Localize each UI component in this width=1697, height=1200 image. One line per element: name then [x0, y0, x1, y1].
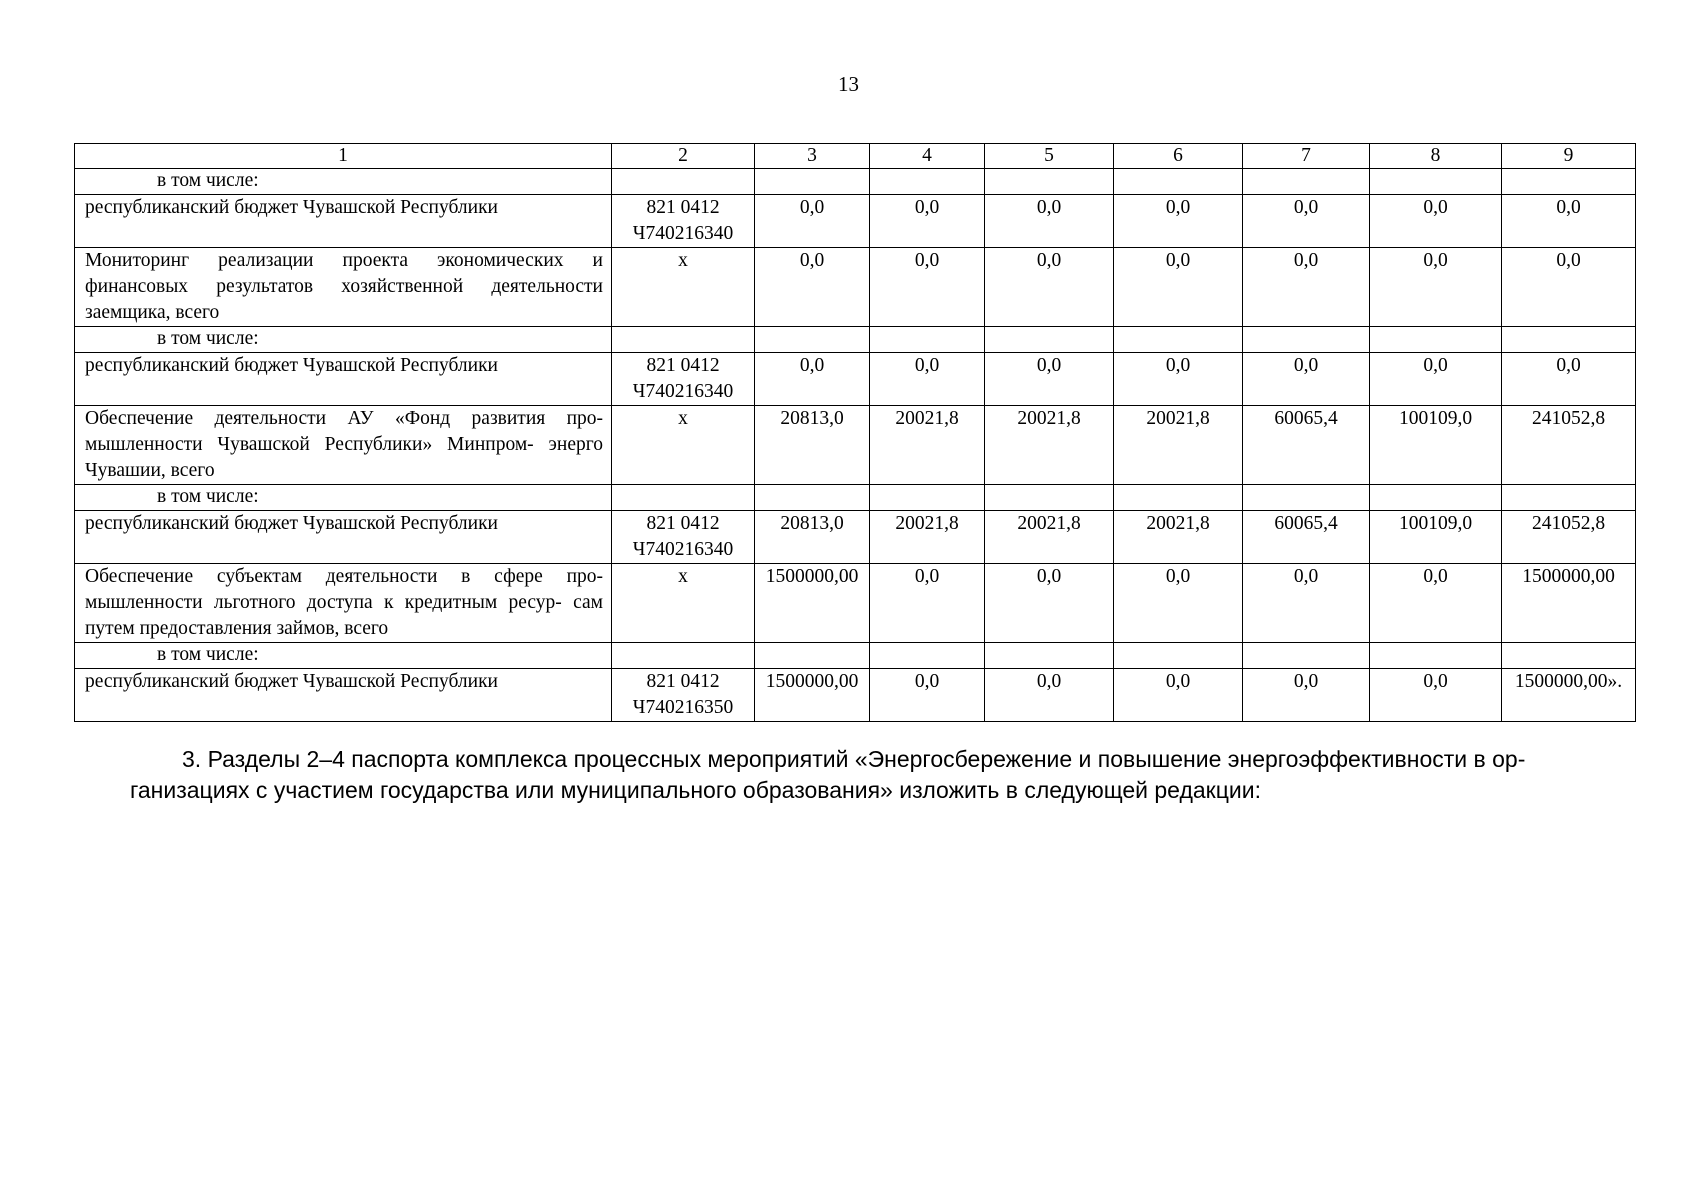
value-cell: 0,0: [870, 564, 985, 643]
subheading-cell: в том числе:: [75, 327, 612, 353]
table-row: [75, 248, 1636, 327]
column-header: 7: [1243, 144, 1370, 169]
value-cell: 0,0: [985, 195, 1114, 248]
value-cell: 0,0: [1243, 564, 1370, 643]
column-header: 9: [1502, 144, 1636, 169]
value-cell: [870, 643, 985, 669]
value-cell: [985, 643, 1114, 669]
measure-name-cell: [75, 248, 612, 327]
value-cell: [1243, 169, 1370, 195]
value-cell: [1114, 643, 1243, 669]
column-header: 8: [1370, 144, 1502, 169]
value-cell: 0,0: [1243, 248, 1370, 327]
value-cell: 20813,0: [755, 406, 870, 485]
value-cell: 0,0: [985, 564, 1114, 643]
value-cell: 1500000,00: [1502, 564, 1636, 643]
value-cell: 20021,8: [870, 406, 985, 485]
value-cell: [985, 327, 1114, 353]
code-cell: [612, 327, 755, 353]
measure-name-cell: [75, 406, 612, 485]
code-line: Ч740216340: [632, 381, 734, 402]
value-cell: 0,0: [985, 248, 1114, 327]
value-cell: [1370, 643, 1502, 669]
budget-name-cell: республиканский бюджет Чувашской Республики: [75, 195, 612, 248]
value-cell: [985, 485, 1114, 511]
value-cell: 0,0: [1114, 195, 1243, 248]
value-cell: [1370, 327, 1502, 353]
value-cell: [1502, 327, 1636, 353]
value-cell: [1243, 327, 1370, 353]
subheading-cell: в том числе:: [75, 169, 612, 195]
subheading-cell: в том числе:: [75, 643, 612, 669]
column-header: 6: [1114, 144, 1243, 169]
value-cell: 0,0: [985, 353, 1114, 406]
measure-name-line: мышленности Чувашской Республики» Минпром-: [85, 434, 534, 455]
value-cell: [1502, 169, 1636, 195]
value-cell: 20021,8: [1114, 406, 1243, 485]
value-cell: 0,0: [1370, 564, 1502, 643]
value-cell: 0,0: [1502, 195, 1636, 248]
table-row: [75, 327, 1636, 353]
value-cell: 100109,0: [1370, 511, 1502, 564]
value-cell: 0,0: [1502, 248, 1636, 327]
measure-name-line: Обеспечение деятельности АУ «Фонд развития про-: [85, 408, 603, 429]
value-cell: [755, 485, 870, 511]
value-cell: 0,0: [1114, 669, 1243, 722]
code-line: Ч740216340: [632, 539, 734, 560]
code-line: Ч740216340: [632, 223, 734, 244]
column-header: 2: [612, 144, 755, 169]
value-cell: [1114, 485, 1243, 511]
budget-name-cell: республиканский бюджет Чувашской Республики: [75, 669, 612, 722]
value-cell: 0,0: [870, 669, 985, 722]
table-row: [75, 406, 1636, 485]
value-cell: 0,0: [1502, 353, 1636, 406]
value-cell: [870, 327, 985, 353]
value-cell: 20021,8: [985, 406, 1114, 485]
value-cell: 0,0: [1243, 353, 1370, 406]
value-cell: 0,0: [1370, 195, 1502, 248]
column-header: 5: [985, 144, 1114, 169]
code-line: 821 0412: [646, 355, 720, 376]
table-row: [75, 353, 1636, 406]
value-cell: 0,0: [870, 195, 985, 248]
value-cell: 100109,0: [1370, 406, 1502, 485]
measure-name-line: Мониторинг реализации проекта экономических и: [85, 250, 603, 271]
table-row: [75, 643, 1636, 669]
value-cell: 60065,4: [1243, 406, 1370, 485]
code-line: x: [678, 408, 688, 429]
value-cell: 1500000,00: [755, 564, 870, 643]
page-number: 13: [838, 72, 859, 96]
table-body: [75, 144, 1636, 722]
budget-name-cell: республиканский бюджет Чувашской Республики: [75, 511, 612, 564]
value-cell: 20021,8: [870, 511, 985, 564]
table-row: [75, 511, 1636, 564]
code-cell: [612, 669, 755, 722]
value-cell: 0,0: [1370, 248, 1502, 327]
code-line: x: [678, 250, 688, 271]
value-cell: 241052,8: [1502, 511, 1636, 564]
value-cell: 0,0: [870, 248, 985, 327]
value-cell: 0,0: [1370, 669, 1502, 722]
value-cell: 0,0: [1114, 248, 1243, 327]
value-cell: [1370, 485, 1502, 511]
value-cell: 0,0: [1114, 353, 1243, 406]
code-cell: [612, 353, 755, 406]
subheading-cell: в том числе:: [75, 485, 612, 511]
code-cell: [612, 195, 755, 248]
column-header-row: [75, 144, 1636, 169]
value-cell: [755, 327, 870, 353]
value-cell: 0,0: [755, 195, 870, 248]
code-cell: [612, 169, 755, 195]
code-line: 821 0412: [646, 671, 720, 692]
measure-name-line: финансовых результатов хозяйственной деятельности: [85, 276, 603, 297]
value-cell: 1500000,00».: [1502, 669, 1636, 722]
table-row: [75, 564, 1636, 643]
value-cell: [755, 169, 870, 195]
paragraph-line: 3. Разделы 2–4 паспорта комплекса процессных мероприятий «Энергосбережение и повышение энергоэффективности в ор-: [182, 746, 1526, 772]
value-cell: 20021,8: [1114, 511, 1243, 564]
value-cell: [1114, 327, 1243, 353]
code-cell: [612, 406, 755, 485]
value-cell: [985, 169, 1114, 195]
table-row: [75, 485, 1636, 511]
value-cell: 1500000,00: [755, 669, 870, 722]
value-cell: 20021,8: [985, 511, 1114, 564]
value-cell: [1114, 169, 1243, 195]
value-cell: [1502, 485, 1636, 511]
value-cell: 60065,4: [1243, 511, 1370, 564]
measure-name-line: Обеспечение субъектам деятельности в сфере про-: [85, 566, 603, 587]
code-cell: [612, 485, 755, 511]
paragraph-line: ганизациях с участием государства или муниципального образования» изложить в следующей редакции:: [130, 777, 1261, 803]
value-cell: [1502, 643, 1636, 669]
code-cell: [612, 511, 755, 564]
budget-table: [74, 143, 1636, 722]
value-cell: 20813,0: [755, 511, 870, 564]
code-line: 821 0412: [646, 513, 720, 534]
value-cell: [755, 643, 870, 669]
table-row: [75, 195, 1636, 248]
code-line: Ч740216350: [632, 697, 734, 718]
table-row: [75, 169, 1636, 195]
code-line: 821 0412: [646, 197, 720, 218]
instruction-paragraph: [130, 744, 1580, 806]
value-cell: 0,0: [870, 353, 985, 406]
value-cell: 0,0: [755, 248, 870, 327]
column-header: 4: [870, 144, 985, 169]
column-header: 3: [755, 144, 870, 169]
code-cell: [612, 643, 755, 669]
table-row: [75, 669, 1636, 722]
value-cell: 241052,8: [1502, 406, 1636, 485]
value-cell: [870, 169, 985, 195]
code-line: x: [678, 566, 688, 587]
value-cell: 0,0: [1370, 353, 1502, 406]
value-cell: [1243, 643, 1370, 669]
value-cell: 0,0: [1243, 195, 1370, 248]
measure-name-line: заемщика, всего: [85, 302, 220, 323]
value-cell: [870, 485, 985, 511]
column-header: 1: [75, 144, 612, 169]
value-cell: 0,0: [1243, 669, 1370, 722]
measure-name-line: энерго Чувашии, всего: [85, 434, 603, 481]
measure-name-line: сам путем предоставления займов, всего: [85, 592, 604, 639]
value-cell: 0,0: [755, 353, 870, 406]
code-cell: [612, 248, 755, 327]
value-cell: 0,0: [985, 669, 1114, 722]
code-cell: [612, 564, 755, 643]
budget-name-cell: республиканский бюджет Чувашской Республики: [75, 353, 612, 406]
value-cell: [1243, 485, 1370, 511]
measure-name-line: мышленности льготного доступа к кредитным ресур-: [85, 592, 562, 613]
value-cell: 0,0: [1114, 564, 1243, 643]
value-cell: [1370, 169, 1502, 195]
measure-name-cell: [75, 564, 612, 643]
